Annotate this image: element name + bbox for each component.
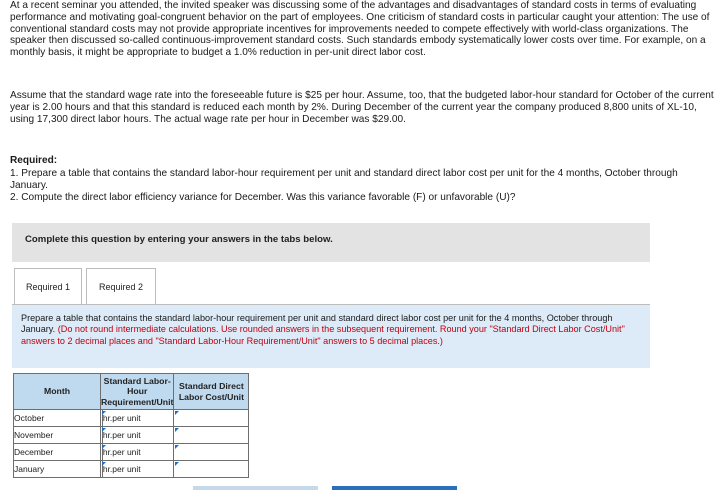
prompt-box bbox=[12, 305, 650, 368]
prev-nav-bar[interactable] bbox=[193, 486, 318, 490]
next-nav-bar[interactable] bbox=[332, 486, 457, 490]
unit-label: hr.per unit bbox=[102, 410, 174, 427]
month-label: October bbox=[14, 410, 101, 427]
required-heading: Required: bbox=[10, 155, 58, 166]
instruction-banner bbox=[12, 223, 650, 262]
cost-input-october[interactable] bbox=[174, 410, 249, 427]
prompt-note: (Do not round intermediate calculations. Use rounded answers in the subsequent requirement. Round your "Standard Direct Labor Cost/Unit" answers to 2 decimal places and "Standard Labor-Hour Requirement/Unit" answers to 5 decimal places.) bbox=[21, 324, 625, 346]
cost-input-november[interactable] bbox=[174, 427, 249, 444]
table-row bbox=[14, 410, 249, 427]
table-row bbox=[14, 461, 249, 478]
tab-required-1[interactable]: Required 1 bbox=[14, 268, 82, 304]
cost-input-january[interactable] bbox=[174, 461, 249, 478]
month-label: November bbox=[14, 427, 101, 444]
input-flag-icon bbox=[175, 411, 179, 415]
unit-label: hr.per unit bbox=[102, 444, 174, 461]
input-flag-icon bbox=[175, 445, 179, 449]
unit-label: hr.per unit bbox=[102, 427, 174, 444]
header-labor-hour: Standard Labor-Hour Requirement/Unit bbox=[101, 374, 174, 410]
tab-required-2[interactable]: Required 2 bbox=[86, 268, 156, 304]
input-flag-icon bbox=[175, 462, 179, 466]
required-item-2: 2. Compute the direct labor efficiency variance for December. Was this variance favorable (F) or unfavorable (U)? bbox=[10, 191, 516, 203]
problem-paragraph-2: Assume that the standard wage rate into the foreseeable future is $25 per hour. Assume, too, that the budgeted labor-hour standard for October of the current year is 2.00 hours and that this standard is reduced each month by 2%. During December of the current year the company produced 8,800 units of XL-10, using 17,300 direct labor hours. The actual wage rate per hour in December was $29.00. bbox=[10, 90, 714, 125]
unit-label: hr.per unit bbox=[102, 461, 174, 478]
header-month: Month bbox=[14, 374, 101, 410]
answer-table bbox=[13, 373, 249, 478]
prompt-text: Prepare a table that contains the standard labor-hour requirement per unit and standard direct labor cost per unit for the 4 months, October through January. bbox=[21, 313, 613, 335]
problem-paragraph-1: At a recent seminar you attended, the invited speaker was discussing some of the advantages and disadvantages of standard costs in terms of evaluating performance and motivating goal-congruent behavior on the part of employees. One criticism of standard costs in particular caught your attention: The use of conventional standard costs may not provide appropriate incentives for improvements needed to compete effectively with world-class organizations. The speaker then discussed so-called continuous-improvement standard costs. Such standards embody systematically lower costs over time. For example, on a monthly basis, it might be appropriate to budget a 1.0% reduction in per-unit direct labor cost. bbox=[10, 0, 710, 59]
instruction-text: Complete this question by entering your answers in the tabs below. bbox=[25, 234, 333, 245]
input-flag-icon bbox=[175, 428, 179, 432]
header-cost: Standard Direct Labor Cost/Unit bbox=[174, 374, 249, 410]
table-row bbox=[14, 427, 249, 444]
table-row bbox=[14, 444, 249, 461]
required-list bbox=[10, 168, 716, 203]
month-label: January bbox=[14, 461, 101, 478]
month-label: December bbox=[14, 444, 101, 461]
cost-input-december[interactable] bbox=[174, 444, 249, 461]
required-item-1: 1. Prepare a table that contains the standard labor-hour requirement per unit and standard direct labor cost per unit for the 4 months, October through January. bbox=[10, 168, 678, 191]
